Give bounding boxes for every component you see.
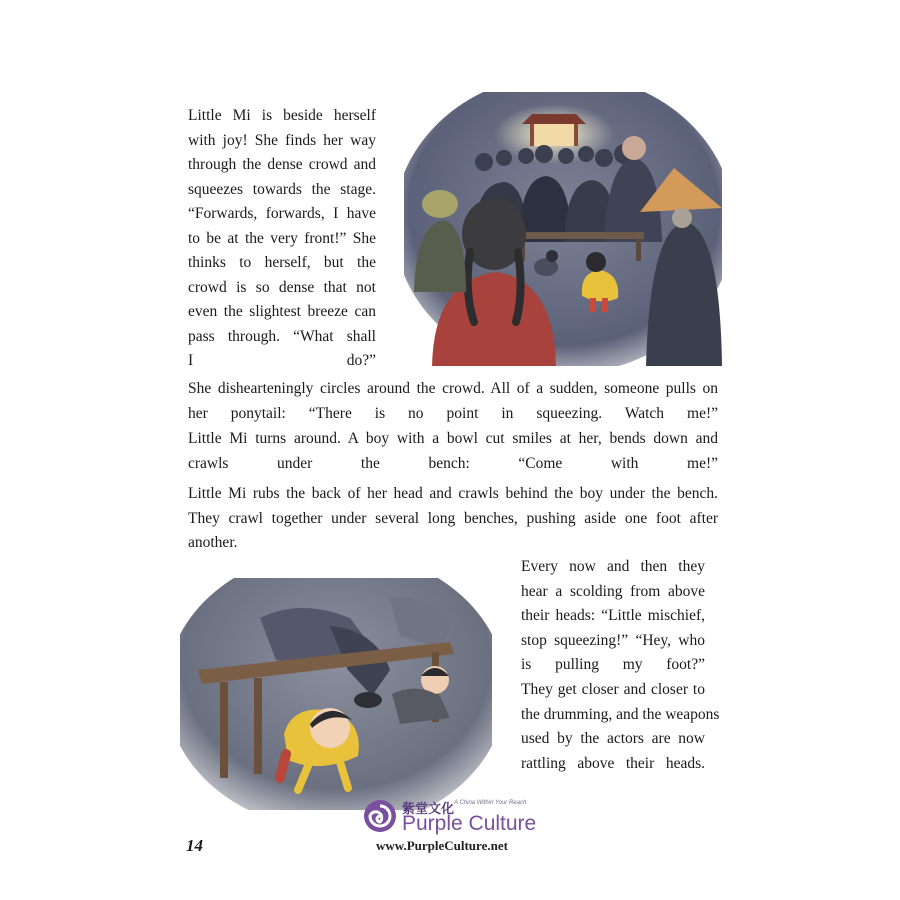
text-line-last: I do?” [188, 352, 376, 369]
text-line: to be at the very front!” She [188, 229, 376, 247]
text-line: with joy! She finds her way [188, 131, 376, 149]
text-line-last: is pulling my foot?” [521, 656, 705, 673]
page-number: 14 [186, 836, 203, 855]
text-line: Little Mi is beside herself [188, 107, 376, 124]
paragraph-1 [188, 104, 376, 374]
text-line: their heads: “Little mischief, [521, 607, 705, 624]
text-line: “Forwards, forwards, I have [188, 205, 376, 222]
text-line: stop squeezing!” “Hey, who [521, 631, 705, 649]
text-line: Little Mi rubs the back of her head and crawls behind the boy under the bench. [188, 485, 718, 502]
watermark-chinese: 紫堂文化 [402, 801, 455, 816]
paragraph-3 [188, 427, 718, 476]
text-line: pass through. “What shall [188, 327, 376, 345]
text-line-last: rattling above their heads. [521, 754, 705, 772]
text-line-last: crawls under the bench: “Come with me!” [188, 454, 718, 472]
text-line: thinks to herself, but the [188, 254, 376, 271]
watermark-brand: Purple Culture [402, 812, 537, 835]
crawling-drawing [180, 578, 492, 810]
paragraph-2 [188, 377, 718, 426]
text-line: Little Mi turns around. A boy with a bowl cut smiles at her, bends down and [188, 430, 718, 447]
watermark-url: www.PurpleCulture.net [376, 838, 508, 853]
crowd-stage-drawing [404, 92, 722, 366]
text-line: Every now and then they [521, 558, 705, 575]
text-line: even the slightest breeze can [188, 303, 376, 320]
text-line: hear a scolding from above [521, 582, 705, 600]
text-line: They get closer and closer to [521, 681, 705, 698]
text-line: used by the actors are now [521, 730, 705, 747]
text-line: the drumming, and the weapons [521, 705, 720, 723]
text-line: through the dense crowd and [188, 156, 376, 173]
purple-culture-watermark [362, 796, 552, 856]
text-line: crowd is so dense that not [188, 278, 376, 296]
crawling-under-bench-illustration [180, 578, 492, 810]
text-line: She dishearteningly circles around the crowd. All of a sudden, someone pulls on [188, 380, 718, 397]
paragraph-4 [188, 482, 718, 556]
paragraph-6 [521, 678, 720, 776]
watermark-tagline: A China Within Your Reach [454, 800, 527, 806]
crowd-stage-illustration [404, 92, 722, 366]
paragraph-5 [521, 555, 705, 678]
text-line-last: her ponytail: “There is no point in squeezing. Watch me!” [188, 404, 718, 422]
text-line: squeezes towards the stage. [188, 180, 376, 198]
text-line: They crawl together under several long benches, pushing aside one foot after [188, 509, 718, 527]
spiral-logo-icon [362, 796, 398, 836]
text-line-last: another. [188, 534, 238, 551]
